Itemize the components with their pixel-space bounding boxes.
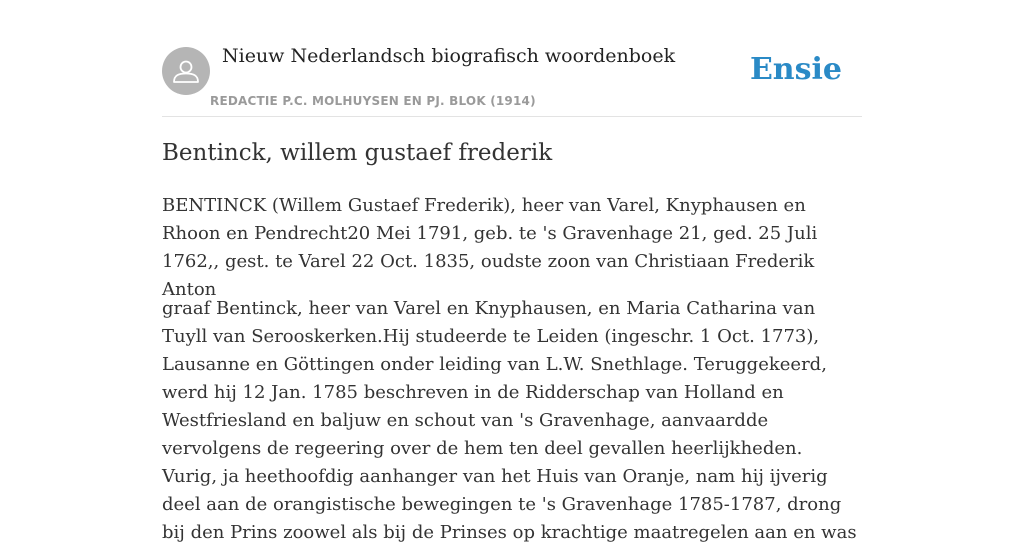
ensie-logo[interactable]: Ensie: [749, 52, 842, 87]
user-silhouette: [162, 47, 210, 95]
entry-title: Bentinck, willem gustaef frederik: [162, 140, 553, 166]
entry-paragraph: BENTINCK (Willem Gustaef Frederik), heer van Varel, Knyphausen en Rhoon en Pendrecht20 Mei 1791, geb. te 's Gravenhage 21, ged. 25 Juli 1762,, gest. te Varel 22 Oct. 1835, oudste zoon van Christiaan Frederik Anton: [162, 195, 818, 300]
entry-paragraph: graaf Bentinck, heer van Varel en Knyphausen, en Maria Catharina van Tuyll van Serooskerken.Hij studeerde te Leiden (ingeschr. 1 Oct. 1773), Lausanne en Göttingen onder leiding van L.W. Snethlage. Teruggekeerd, werd hij 12 Jan. 1785 beschreven in de Ridderschap van Holland en Westfriesland en baljuw en schout van 's Gravenhage, aanvaardde vervolgens de regeering over de hem ten deel gevallen heerlijkheden. Vurig, ja heethoofdig aanhanger van het Huis van Oranje, nam hij ijverig deel aan de orangistische bewegingen te 's Gravenhage 1785-1787, drong bij den Prins zoowel als bij de Prinses op krachtige maatregelen aan en was: [162, 298, 857, 543]
user-icon[interactable]: [162, 47, 210, 95]
book-title[interactable]: Nieuw Nederlandsch biografisch woordenboek: [222, 45, 676, 67]
site-header: [162, 0, 862, 117]
book-editors: REDACTIE P.C. MOLHUYSEN EN PJ. BLOK (1914): [210, 94, 536, 108]
